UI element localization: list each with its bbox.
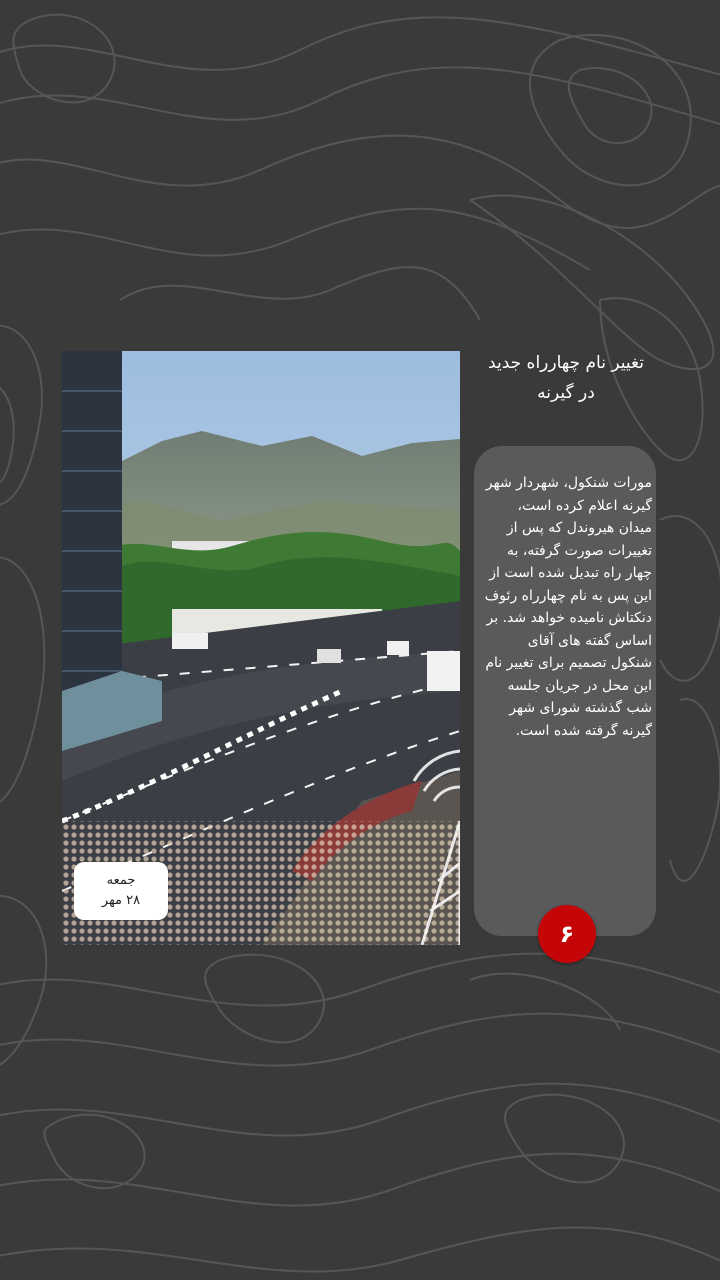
date-month: ۲۸ مهر	[101, 893, 141, 908]
page-number-badge: ۶	[538, 905, 596, 963]
post-title-line2: در گیرنه	[537, 383, 595, 403]
city-intersection-photo	[62, 351, 460, 945]
post-title-line1: تغییر نام چهارراه جدید	[488, 353, 644, 373]
post-body-text: مورات شنکول، شهردار شهر گیرنه اعلام کرده است، میدان هیروندل که پس از تغییرات صورت گرفته، به چهار راه تبدیل شده است از این پس به نام چهارراه رئوف دنکتاش نامیده خواهد شد. بر اساس گفته های آقای شنکول تصمیم برای تغییر نام این محل در جریان جلسه شب گذشته شورای شهر گیرنه گرفته شده است.	[484, 475, 652, 739]
post-title	[468, 348, 664, 408]
date-day: جمعه	[106, 873, 136, 888]
date-badge	[74, 862, 168, 920]
